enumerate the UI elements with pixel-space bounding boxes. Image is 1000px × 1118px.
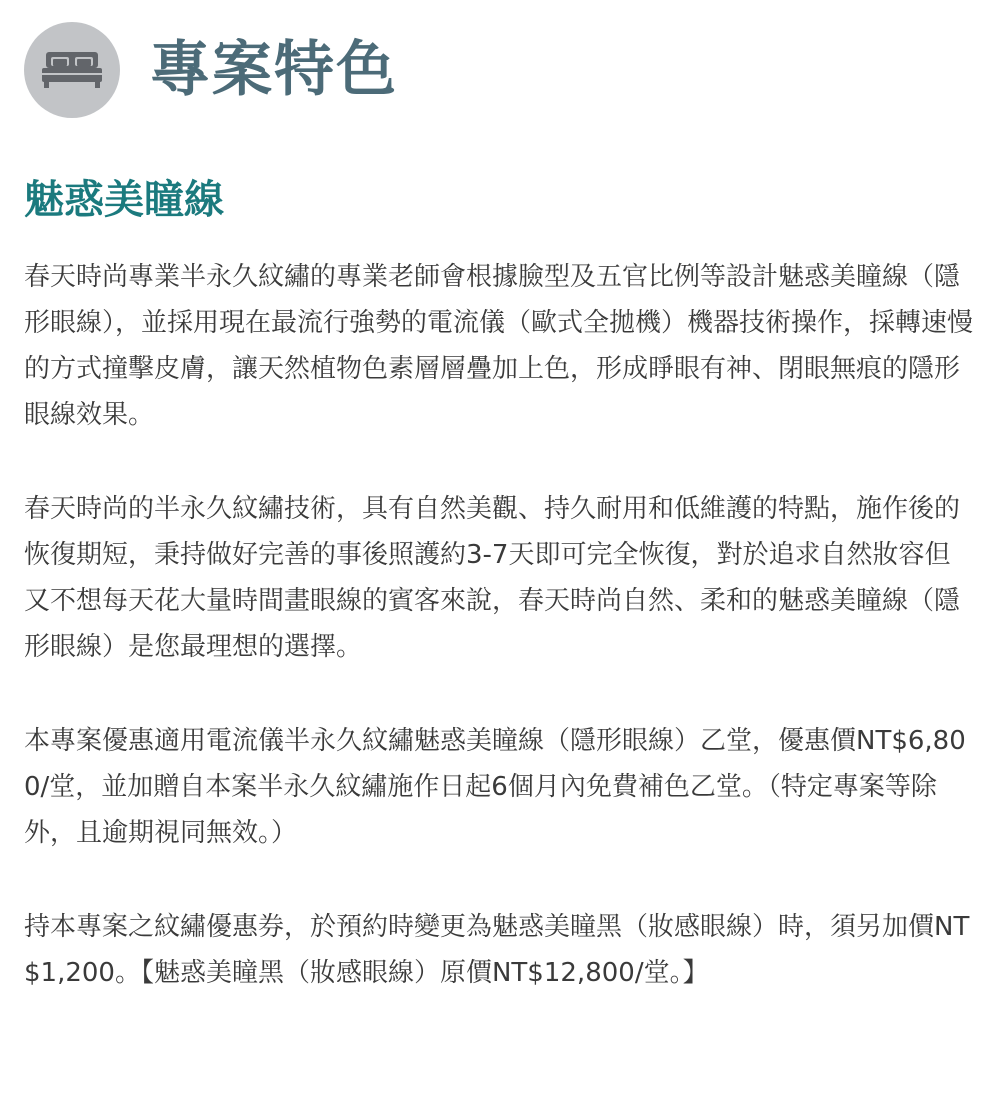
description-body: [24, 254, 976, 996]
description-paragraph-intro: 春天時尚專業半永久紋繡的專業老師會根據臉型及五官比例等設計魅惑美瞳線（隱形眼線），並採用現在最流行強勢的電流儀（歐式全拋機）機器技術操作，採轉速慢的方式撞擊皮膚，讓天然植物色素層層疊加上色，形成睜眼有神、閉眼無痕的隱形眼線效果。: [24, 262, 974, 430]
description-paragraph-upgrade: 持本專案之紋繡優惠券，於預約時變更為魅惑美瞳黑（妝感眼線）時，須另加價NT$1,200。【魅惑美瞳黑（妝感眼線）原價NT$12,800/堂。】: [24, 912, 970, 988]
section-title: 專案特色: [150, 35, 398, 105]
description-paragraph-benefits: 春天時尚的半永久紋繡技術，具有自然美觀、持久耐用和低維護的特點，施作後的恢復期短，秉持做好完善的事後照護約3-7天即可完全恢復，對於追求自然妝容但又不想每天花大量時間畫眼線的賓客來說，春天時尚自然、柔和的魅惑美瞳線（隱形眼線）是您最理想的選擇。: [24, 494, 961, 662]
service-title: 魅惑美瞳線: [24, 177, 224, 223]
section-header: [24, 20, 976, 120]
bed-icon-badge: [24, 22, 120, 118]
bed-icon: [40, 50, 104, 90]
description-paragraph-offer: 本專案優惠適用電流儀半永久紋繡魅惑美瞳線（隱形眼線）乙堂，優惠價NT$6,800/堂，並加贈自本案半永久紋繡施作日起6個月內免費補色乙堂。（特定專案等除外，且逾期視同無效。）: [24, 726, 966, 848]
